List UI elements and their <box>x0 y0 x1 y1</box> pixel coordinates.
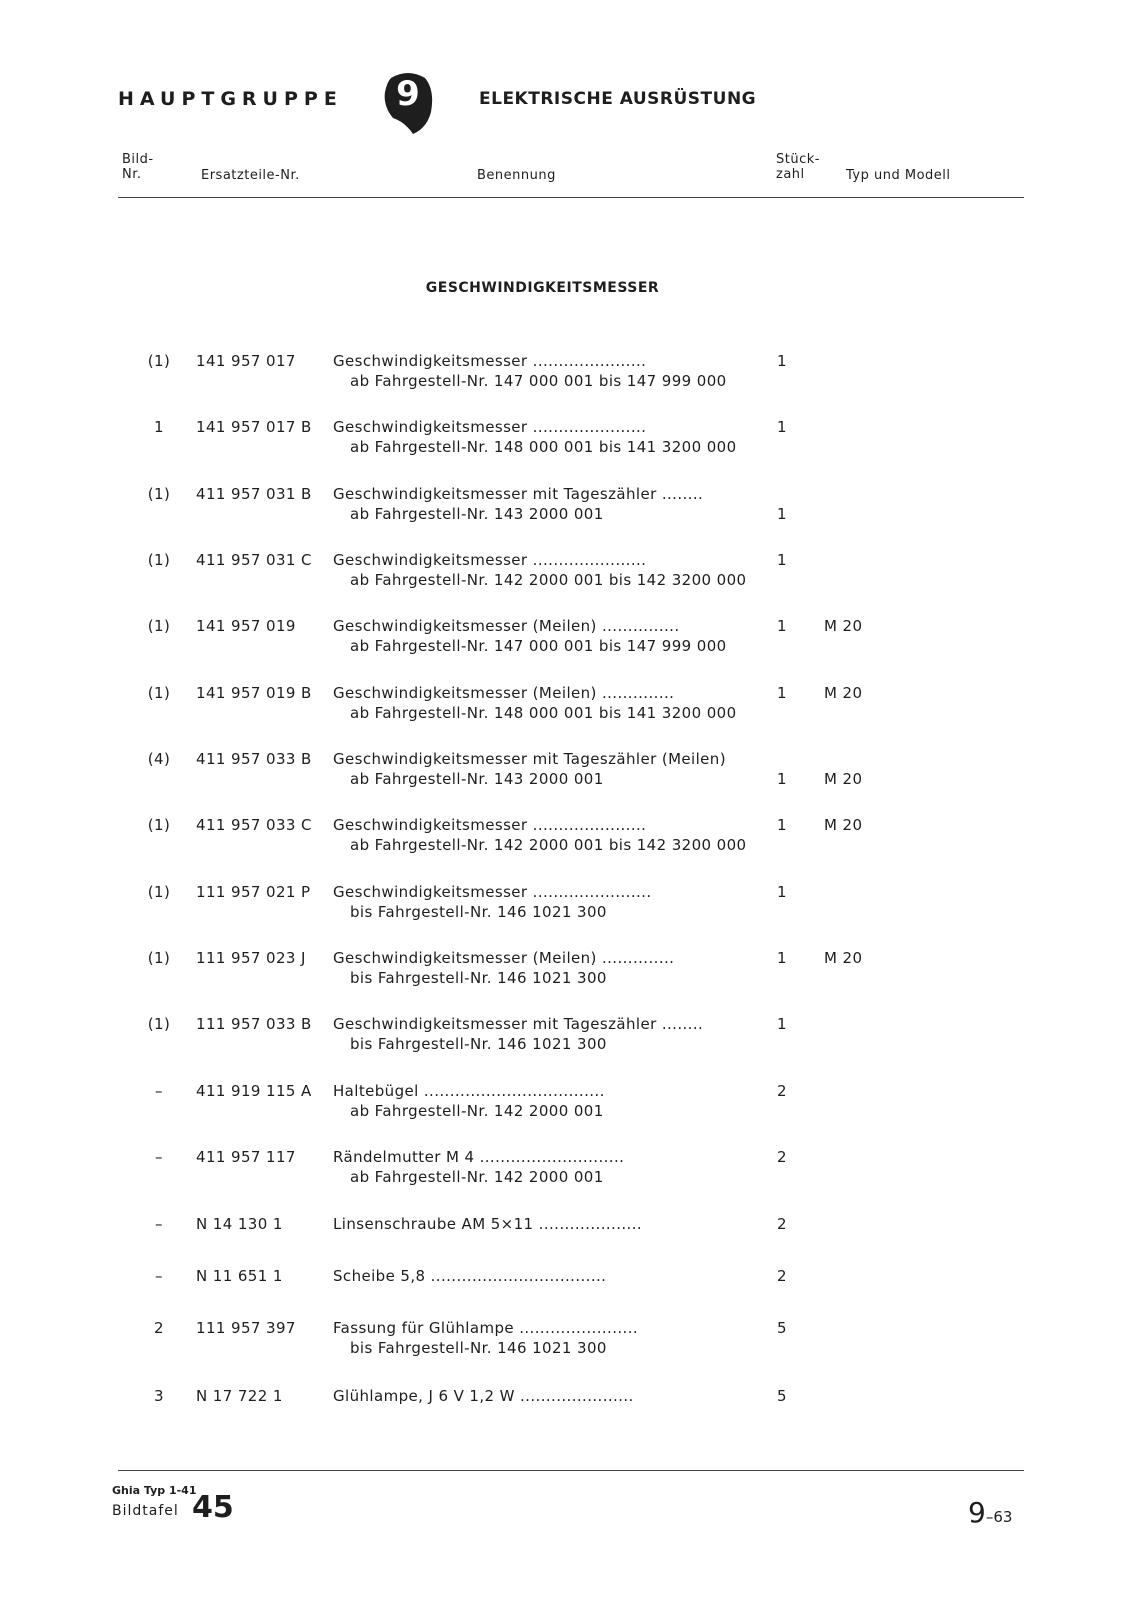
row-chassis-range: ab Fahrgestell-Nr. 142 2000 001 bis 142 3200 000 <box>350 836 747 854</box>
row-description: Geschwindigkeitsmesser mit Tageszähler ........ <box>333 1015 704 1033</box>
table-row <box>0 418 1136 462</box>
row-chassis-range: ab Fahrgestell-Nr. 142 2000 001 bis 142 3200 000 <box>350 571 747 589</box>
row-chassis-range: bis Fahrgestell-Nr. 146 1021 300 <box>350 1035 607 1053</box>
page-number <box>968 1496 1012 1529</box>
row-part-number: 111 957 021 P <box>196 883 311 901</box>
row-bild-nr: (1) <box>147 617 171 635</box>
row-description: Glühlampe, J 6 V 1,2 W ...................... <box>333 1387 634 1405</box>
row-bild-nr: – <box>155 1148 163 1166</box>
row-type-model: M 20 <box>824 816 863 834</box>
header-divider <box>118 197 1024 198</box>
row-part-number: 111 957 033 B <box>196 1015 312 1033</box>
table-row <box>0 1148 1136 1192</box>
row-quantity: 1 <box>777 684 787 702</box>
row-quantity: 5 <box>777 1387 787 1405</box>
row-chassis-range: ab Fahrgestell-Nr. 143 2000 001 <box>350 770 604 788</box>
table-row <box>0 883 1136 927</box>
row-quantity: 1 <box>777 418 787 436</box>
row-part-number: 141 957 017 <box>196 352 296 370</box>
row-description: Geschwindigkeitsmesser mit Tageszähler ........ <box>333 485 704 503</box>
column-header-name: Benennung <box>477 168 556 183</box>
row-bild-nr: 2 <box>154 1319 164 1337</box>
row-quantity: 1 <box>777 1015 787 1033</box>
row-type-model: M 20 <box>824 617 863 635</box>
section-subtitle: GESCHWINDIGKEITSMESSER <box>425 280 660 296</box>
table-row <box>0 617 1136 661</box>
row-chassis-range: ab Fahrgestell-Nr. 143 2000 001 <box>350 505 604 523</box>
row-bild-nr: (1) <box>147 949 171 967</box>
row-description: Geschwindigkeitsmesser ...................... <box>333 352 647 370</box>
row-description: Geschwindigkeitsmesser (Meilen) .............. <box>333 684 675 702</box>
row-quantity: 1 <box>777 770 787 788</box>
row-description: Geschwindigkeitsmesser ...................... <box>333 551 647 569</box>
table-row <box>0 1015 1136 1059</box>
row-bild-nr: (1) <box>147 816 171 834</box>
row-quantity: 1 <box>777 949 787 967</box>
row-type-model: M 20 <box>824 684 863 702</box>
row-part-number: 111 957 023 J <box>196 949 306 967</box>
row-chassis-range: ab Fahrgestell-Nr. 147 000 001 bis 147 999 000 <box>350 372 727 390</box>
table-row <box>0 1267 1136 1311</box>
column-header-qty-line2: zahl <box>776 167 805 182</box>
row-chassis-range: ab Fahrgestell-Nr. 148 000 001 bis 141 3200 000 <box>350 438 737 456</box>
row-quantity: 2 <box>777 1148 787 1166</box>
row-bild-nr: (1) <box>147 551 171 569</box>
row-part-number: 411 957 031 C <box>196 551 312 569</box>
row-description: Fassung für Glühlampe ....................... <box>333 1319 639 1337</box>
footer-model: Ghia Typ 1-41 <box>112 1484 197 1497</box>
row-part-number: 141 957 019 <box>196 617 296 635</box>
column-header-bild <box>122 152 154 182</box>
row-part-number: 141 957 019 B <box>196 684 312 702</box>
row-chassis-range: bis Fahrgestell-Nr. 146 1021 300 <box>350 969 607 987</box>
column-header-bild-line2: Nr. <box>122 167 142 182</box>
row-part-number: N 11 651 1 <box>196 1267 283 1285</box>
row-chassis-range: ab Fahrgestell-Nr. 147 000 001 bis 147 999 000 <box>350 637 727 655</box>
row-bild-nr: (1) <box>147 485 171 503</box>
row-description: Geschwindigkeitsmesser mit Tageszähler (Meilen) <box>333 750 726 768</box>
row-type-model: M 20 <box>824 770 863 788</box>
row-description: Geschwindigkeitsmesser ...................... <box>333 418 647 436</box>
row-description: Geschwindigkeitsmesser (Meilen) ............... <box>333 617 680 635</box>
row-part-number: 111 957 397 <box>196 1319 296 1337</box>
table-row <box>0 352 1136 396</box>
row-bild-nr: (1) <box>147 883 171 901</box>
row-bild-nr: – <box>155 1215 163 1233</box>
row-part-number: 411 919 115 A <box>196 1082 312 1100</box>
page-number-main: 9 <box>968 1496 986 1529</box>
group-label: HAUPTGRUPPE <box>118 88 343 110</box>
row-part-number: 411 957 117 <box>196 1148 296 1166</box>
row-bild-nr: (4) <box>147 750 171 768</box>
row-bild-nr: (1) <box>147 1015 171 1033</box>
row-quantity: 1 <box>777 617 787 635</box>
row-description: Geschwindigkeitsmesser ....................... <box>333 883 652 901</box>
row-quantity: 1 <box>777 352 787 370</box>
table-row <box>0 1082 1136 1126</box>
column-header-bild-line1: Bild- <box>122 152 154 167</box>
column-header-part: Ersatzteile-Nr. <box>201 168 300 183</box>
table-row <box>0 684 1136 728</box>
row-bild-nr: (1) <box>147 684 171 702</box>
row-quantity: 2 <box>777 1082 787 1100</box>
row-quantity: 1 <box>777 551 787 569</box>
row-quantity: 2 <box>777 1215 787 1233</box>
row-quantity: 5 <box>777 1319 787 1337</box>
row-part-number: N 17 722 1 <box>196 1387 283 1405</box>
footer-bildtafel-number: 45 <box>192 1490 234 1525</box>
row-quantity: 2 <box>777 1267 787 1285</box>
section-title: ELEKTRISCHE AUSRÜSTUNG <box>479 89 757 109</box>
group-number: 9 <box>396 74 420 114</box>
page-number-sub: –63 <box>985 1508 1013 1526</box>
table-row <box>0 949 1136 993</box>
table-row <box>0 1215 1136 1259</box>
row-part-number: 411 957 031 B <box>196 485 312 503</box>
row-quantity: 1 <box>777 505 787 523</box>
column-header-type: Typ und Modell <box>846 168 951 183</box>
row-chassis-range: bis Fahrgestell-Nr. 146 1021 300 <box>350 1339 607 1357</box>
row-part-number: 141 957 017 B <box>196 418 312 436</box>
row-chassis-range: bis Fahrgestell-Nr. 146 1021 300 <box>350 903 607 921</box>
row-quantity: 1 <box>777 816 787 834</box>
row-quantity: 1 <box>777 883 787 901</box>
column-header-qty-line1: Stück- <box>776 152 820 167</box>
row-type-model: M 20 <box>824 949 863 967</box>
row-description: Haltebügel ................................... <box>333 1082 605 1100</box>
table-row <box>0 1387 1136 1431</box>
row-description: Geschwindigkeitsmesser (Meilen) .............. <box>333 949 675 967</box>
row-part-number: 411 957 033 B <box>196 750 312 768</box>
row-part-number: N 14 130 1 <box>196 1215 283 1233</box>
row-bild-nr: – <box>155 1267 163 1285</box>
row-bild-nr: 1 <box>154 418 164 436</box>
table-row <box>0 551 1136 595</box>
row-description: Geschwindigkeitsmesser ...................... <box>333 816 647 834</box>
row-chassis-range: ab Fahrgestell-Nr. 142 2000 001 <box>350 1168 604 1186</box>
row-bild-nr: – <box>155 1082 163 1100</box>
row-description: Rändelmutter M 4 ............................ <box>333 1148 625 1166</box>
table-row <box>0 1319 1136 1363</box>
row-part-number: 411 957 033 C <box>196 816 312 834</box>
row-bild-nr: (1) <box>147 352 171 370</box>
row-bild-nr: 3 <box>154 1387 164 1405</box>
row-description: Scheibe 5,8 .................................. <box>333 1267 607 1285</box>
row-chassis-range: ab Fahrgestell-Nr. 142 2000 001 <box>350 1102 604 1120</box>
table-row <box>0 816 1136 860</box>
footer-bildtafel-label: Bildtafel <box>112 1503 179 1519</box>
table-row <box>0 750 1136 794</box>
row-chassis-range: ab Fahrgestell-Nr. 148 000 001 bis 141 3200 000 <box>350 704 737 722</box>
table-row <box>0 485 1136 529</box>
row-description: Linsenschraube AM 5×11 .................... <box>333 1215 643 1233</box>
footer-divider <box>118 1470 1024 1471</box>
column-header-qty <box>776 152 820 182</box>
